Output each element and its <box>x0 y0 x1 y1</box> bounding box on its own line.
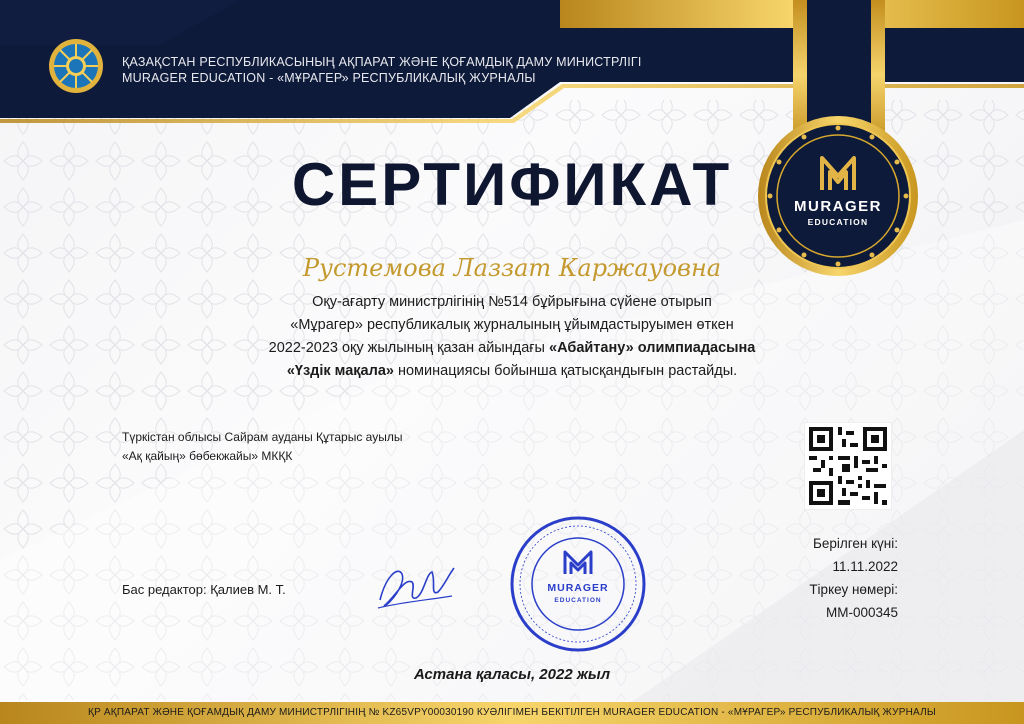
chief-editor: Бас редактор: Қалиев М. Т. <box>122 582 286 597</box>
recipient-name: Рустемова Лаззат Каржауовна <box>302 254 722 282</box>
school-line-1: Түркістан облысы Сайрам ауданы Құтарыс ауылы <box>122 430 403 444</box>
body-line-3 <box>0 337 1024 360</box>
ministry-line-1: ҚАЗАҚСТАН РЕСПУБЛИКАСЫНЫҢ АҚПАРАТ ЖӘНЕ ҚОҒАМДЫҚ ДАМУ МИНИСТРЛІГІ <box>122 55 642 69</box>
qr-code <box>804 422 892 510</box>
olympiad-name: «Абайтану» олимпиадасына <box>549 340 756 356</box>
body-line-3-text: 2022-2023 оқу жылының қазан айындағы <box>268 340 550 356</box>
issue-info <box>809 532 898 624</box>
registration-label: Тіркеу нөмері: <box>809 582 898 597</box>
footer-text: ҚР АҚПАРАТ ЖӘНЕ ҚОҒАМДЫҚ ДАМУ МИНИСТРЛІГІНІҢ № KZ65VPY00030190 КУӘЛІГІМЕН БЕКІТІЛГЕН MURAGER EDUCATION - «МҰРАГЕР» РЕСПУБЛИКАЛЫҚ ЖУРНАЛЫ <box>88 707 936 718</box>
city-year: Астана қаласы, 2022 жыл <box>413 666 611 683</box>
kazakhstan-emblem-icon <box>48 38 104 94</box>
issue-date-value: 11.11.2022 <box>832 559 898 574</box>
school-line-2: «Ақ қайың» бөбекжайы» МКҚК <box>122 449 293 463</box>
nomination-name: «Үздік мақала» <box>286 363 394 379</box>
official-stamp <box>508 514 648 654</box>
ministry-line-2: MURAGER EDUCATION - «МҰРАГЕР» РЕСПУБЛИКАЛЫҚ ЖУРНАЛЫ <box>122 71 536 85</box>
stamp-sub: EDUCATION <box>554 597 602 604</box>
body-line-1: Оқу-ағарту министрлігінің №514 бұйрығына сүйене отырып <box>312 294 712 310</box>
signature-icon <box>372 556 458 612</box>
certificate-title: СЕРТИФИКАТ <box>291 151 733 218</box>
issue-date-label: Берілген күні: <box>813 536 898 551</box>
body-line-2: «Мұрагер» республикалық журналының ұйымдастыруымен өткен <box>290 317 734 333</box>
body-line-4-text: номинациясы бойынша қатысқандығын растайды. <box>393 363 738 379</box>
stamp-brand: MURAGER <box>547 582 609 594</box>
badge-brand: MURAGER <box>794 198 882 215</box>
certificate-body <box>0 291 1024 383</box>
body-line-4 <box>0 360 1024 383</box>
badge-sub: EDUCATION <box>807 217 869 227</box>
school-info <box>122 428 402 466</box>
registration-value: ММ-000345 <box>825 605 898 620</box>
ministry-header <box>122 54 642 86</box>
